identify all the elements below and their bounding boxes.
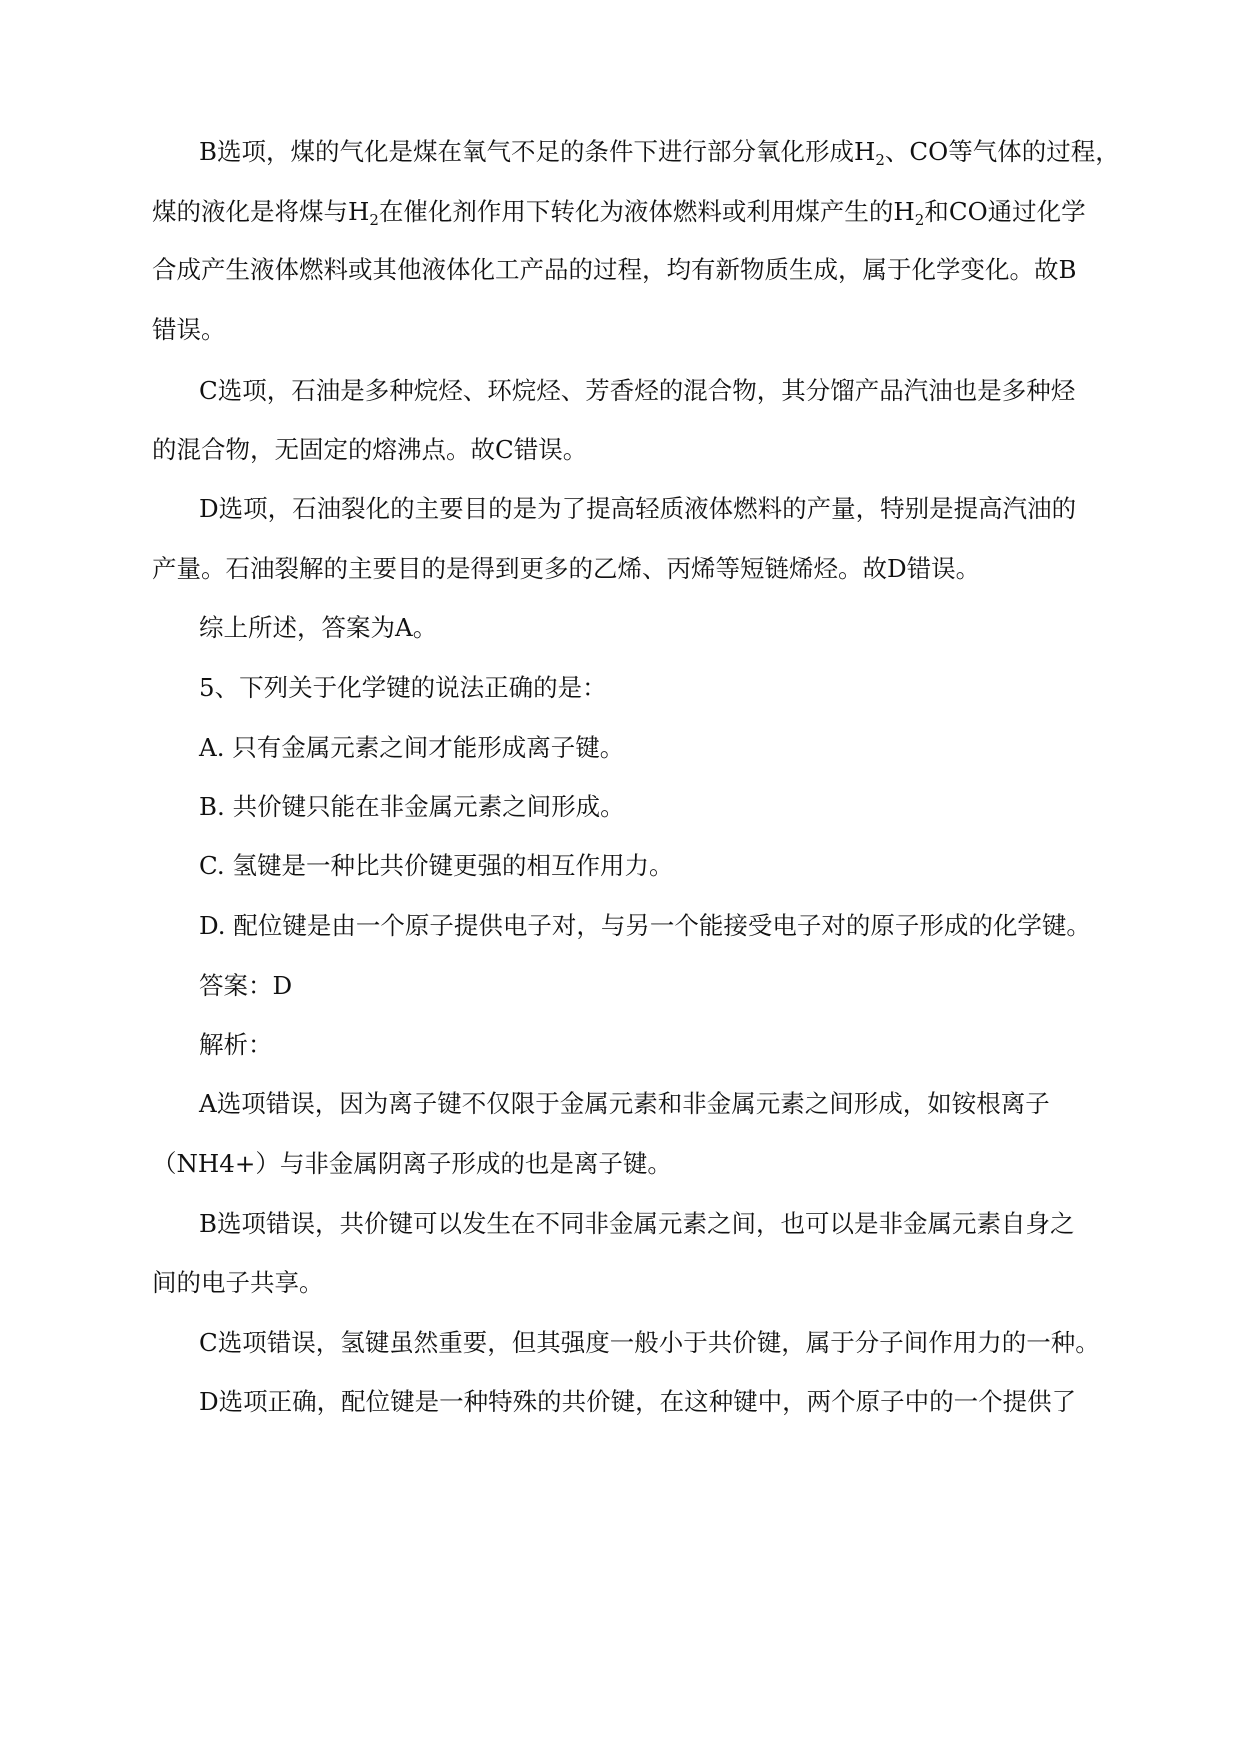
option-a: A. 只有金属元素之间才能形成离子键。 [199,733,625,762]
paragraph-line: 错误。 [152,315,226,344]
line-text: 煤的液化是将煤与H [152,197,370,226]
option-b: B. 共价键只能在非金属元素之间形成。 [199,792,625,821]
subscript: 2 [914,211,925,229]
paragraph-line: D选项，石油裂化的主要目的是为了提高轻质液体燃料的产量，特别是提高汽油的 [199,494,1077,523]
option-c: C. 氢键是一种比共价键更强的相互作用力。 [199,851,674,880]
paragraph-line: C选项错误，氢键虽然重要，但其强度一般小于共价键，属于分子间作用力的一种。 [199,1328,1100,1357]
paragraph-line: 间的电子共享。 [152,1268,324,1297]
paragraph-line: C选项，石油是多种烷烃、环烷烃、芳香烃的混合物，其分馏产品汽油也是多种烃 [199,376,1076,405]
line-text: 和CO通过化学 [924,197,1086,226]
subscript: 2 [369,211,379,229]
paragraph-line [199,137,1120,169]
paragraph-line: （NH4+）与非金属阴离子形成的也是离子键。 [152,1149,672,1178]
option-d: D. 配位键是由一个原子提供电子对，与另一个能接受电子对的原子形成的化学键。 [199,911,1091,940]
subscript: 2 [875,151,885,169]
answer-line: 答案：D [199,971,293,1000]
line-text: B选项，煤的气化是煤在氧气不足的条件下进行部分氧化形成H [199,137,876,166]
line-text: 在催化剂作用下转化为液体燃料或利用煤产生的H [378,197,915,226]
paragraph-line: A选项错误，因为离子键不仅限于金属元素和非金属元素之间形成，如铵根离子 [199,1089,1050,1118]
paragraph-line: 综上所述，答案为A。 [199,613,438,642]
paragraph-line: 的混合物，无固定的熔沸点。故C错误。 [152,435,588,464]
question-title: 5、下列关于化学键的说法正确的是： [199,673,607,702]
paragraph-line [152,197,1086,229]
analysis-heading: 解析： [199,1030,273,1059]
line-text: 、CO等气体的过程， [884,137,1120,166]
paragraph-line: B选项错误，共价键可以发生在不同非金属元素之间，也可以是非金属元素自身之 [199,1209,1075,1238]
paragraph-line: D选项正确，配位键是一种特殊的共价键，在这种键中，两个原子中的一个提供了 [199,1387,1077,1416]
paragraph-line: 产量。石油裂解的主要目的是得到更多的乙烯、丙烯等短链烯烃。故D错误。 [152,554,981,583]
paragraph-line: 合成产生液体燃料或其他液体化工产品的过程，均有新物质生成，属于化学变化。故B [152,255,1077,284]
